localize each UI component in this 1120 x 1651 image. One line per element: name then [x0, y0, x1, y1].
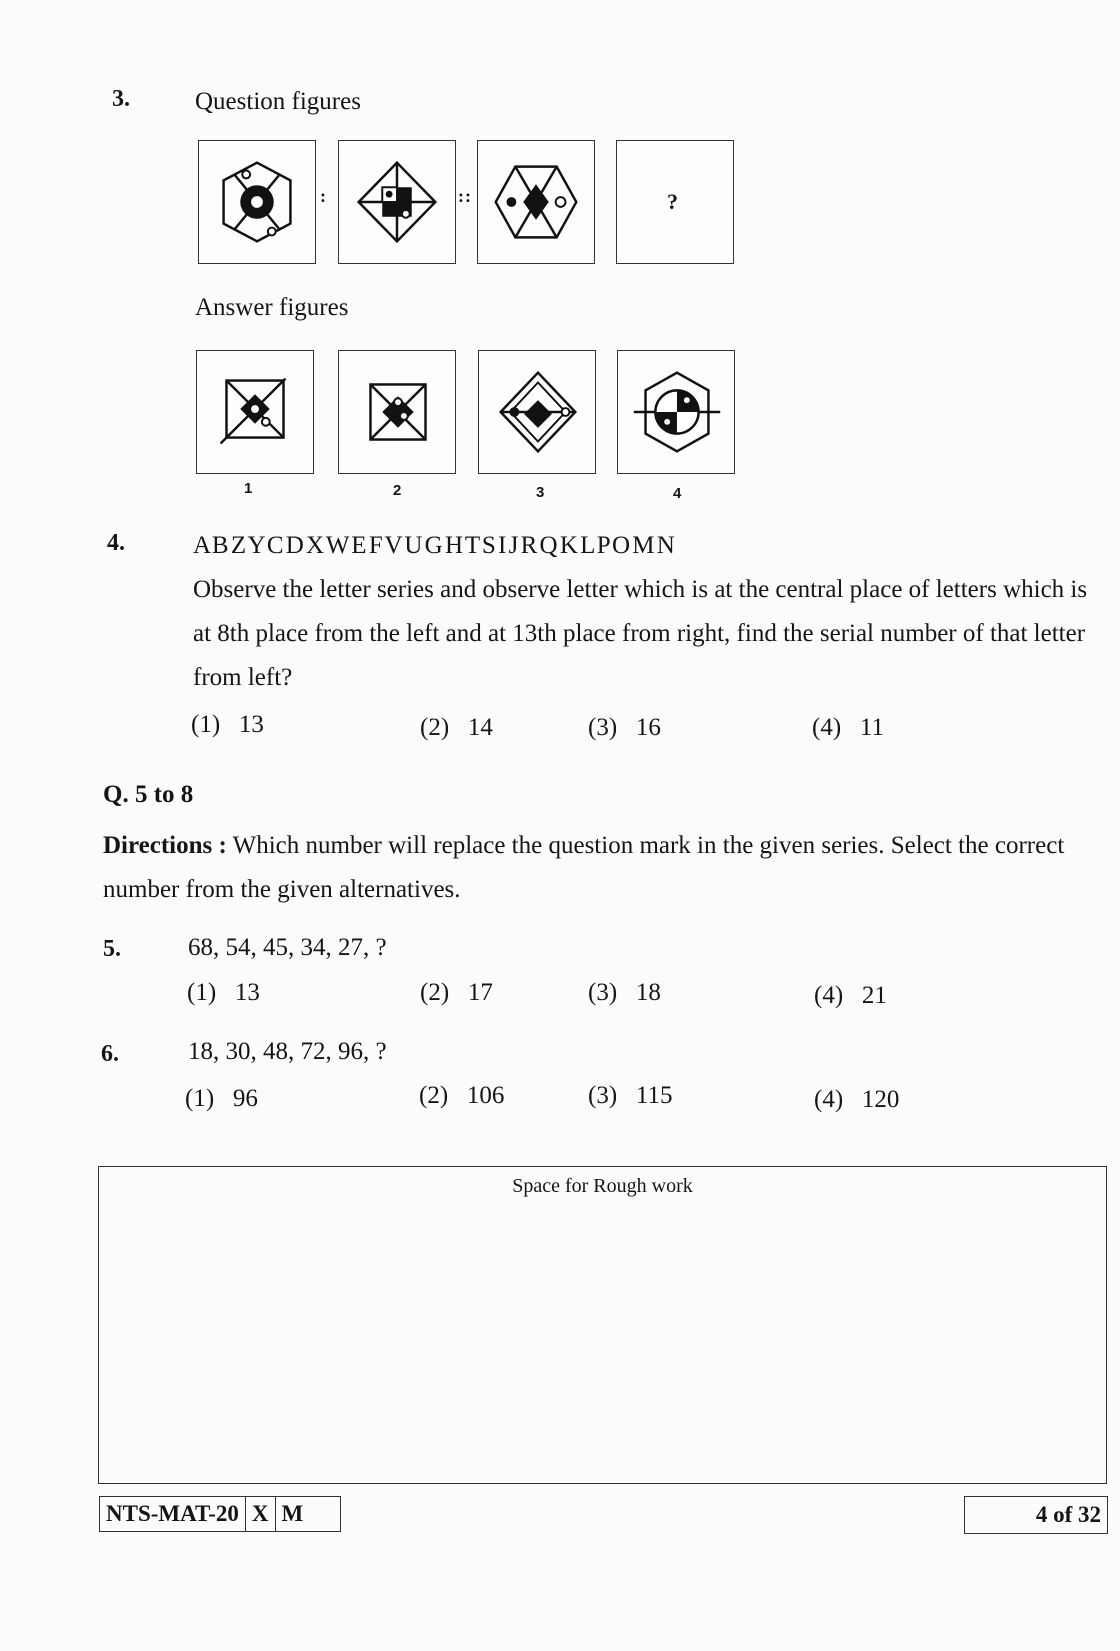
q6-option-4[interactable]: (4) 120	[814, 1086, 900, 1113]
section-directions	[103, 824, 1106, 912]
page-number: 4 of 32	[964, 1496, 1108, 1534]
q6-series: 18, 30, 48, 72, 96, ?	[188, 1038, 387, 1065]
question-figure-1	[198, 140, 316, 264]
q6-option-1[interactable]: (1) 96	[185, 1085, 258, 1112]
hexagon-figure-icon	[618, 351, 734, 473]
answer-label-1: 1	[244, 480, 253, 497]
q5-option-1[interactable]: (1) 13	[187, 979, 260, 1006]
hexagon-figure-icon	[478, 141, 594, 263]
q6-option-3[interactable]: (3) 115	[588, 1082, 673, 1109]
directions-label: Directions :	[103, 832, 227, 859]
q4-option-1[interactable]: (1) 13	[191, 711, 264, 738]
paper-code: NTS-MAT-20	[106, 1501, 239, 1526]
answer-label-2: 2	[393, 482, 402, 499]
answer-figure-2[interactable]	[338, 350, 456, 474]
ratio-separator: :	[320, 186, 327, 206]
paper-code-box	[99, 1496, 341, 1532]
q4-number: 4.	[107, 530, 125, 556]
answer-label-4: 4	[673, 485, 682, 502]
q4-option-2[interactable]: (2) 14	[420, 714, 493, 741]
section-heading: Q. 5 to 8	[103, 781, 194, 808]
q4-letter-series: A B Z Y C D X W E F V U G H T S I J R Q K L P O M N	[193, 532, 676, 559]
answer-label-3: 3	[536, 484, 545, 501]
directions-text: Which number will replace the question mark in the given series. Select the correct number from the given alternatives.	[103, 832, 1065, 903]
answer-figure-4[interactable]	[617, 350, 735, 474]
q5-option-2[interactable]: (2) 17	[420, 979, 493, 1006]
q6-option-2[interactable]: (2) 106	[419, 1082, 505, 1109]
q5-option-4[interactable]: (4) 21	[814, 982, 887, 1009]
question-figure-3	[477, 140, 595, 264]
paper-language: M	[275, 1497, 340, 1531]
rough-work-box	[98, 1166, 1107, 1484]
q6-number: 6.	[101, 1041, 119, 1067]
answer-figures-title: Answer figures	[195, 294, 349, 321]
hexagon-figure-icon	[199, 141, 315, 263]
question-figure-4	[616, 140, 734, 264]
rough-work-title: Space for Rough work	[512, 1175, 693, 1197]
question-figure-2	[338, 140, 456, 264]
answer-figure-1[interactable]	[196, 350, 314, 474]
diamond-figure-icon	[339, 141, 455, 263]
q4-option-4[interactable]: (4) 11	[812, 714, 884, 741]
q5-series: 68, 54, 45, 34, 27, ?	[188, 934, 387, 961]
paper-class: X	[245, 1497, 275, 1531]
square-figure-icon	[197, 351, 313, 473]
answer-figure-3[interactable]	[478, 350, 596, 474]
diamond-figure-icon	[479, 351, 595, 473]
q5-number: 5.	[103, 936, 121, 962]
square-figure-icon	[339, 351, 455, 473]
question-mark: ?	[667, 189, 678, 214]
proportion-separator: ::	[458, 186, 472, 206]
q3-number: 3.	[112, 86, 130, 112]
q3-title: Question figures	[195, 88, 361, 115]
q4-question-text: Observe the letter series and observe letter which is at the central place of letters which is at 8th place from the left and at 13th place from right, find the serial number of that letter from left?	[193, 576, 1088, 691]
q4-option-3[interactable]: (3) 16	[588, 714, 661, 741]
q5-option-3[interactable]: (3) 18	[588, 979, 661, 1006]
